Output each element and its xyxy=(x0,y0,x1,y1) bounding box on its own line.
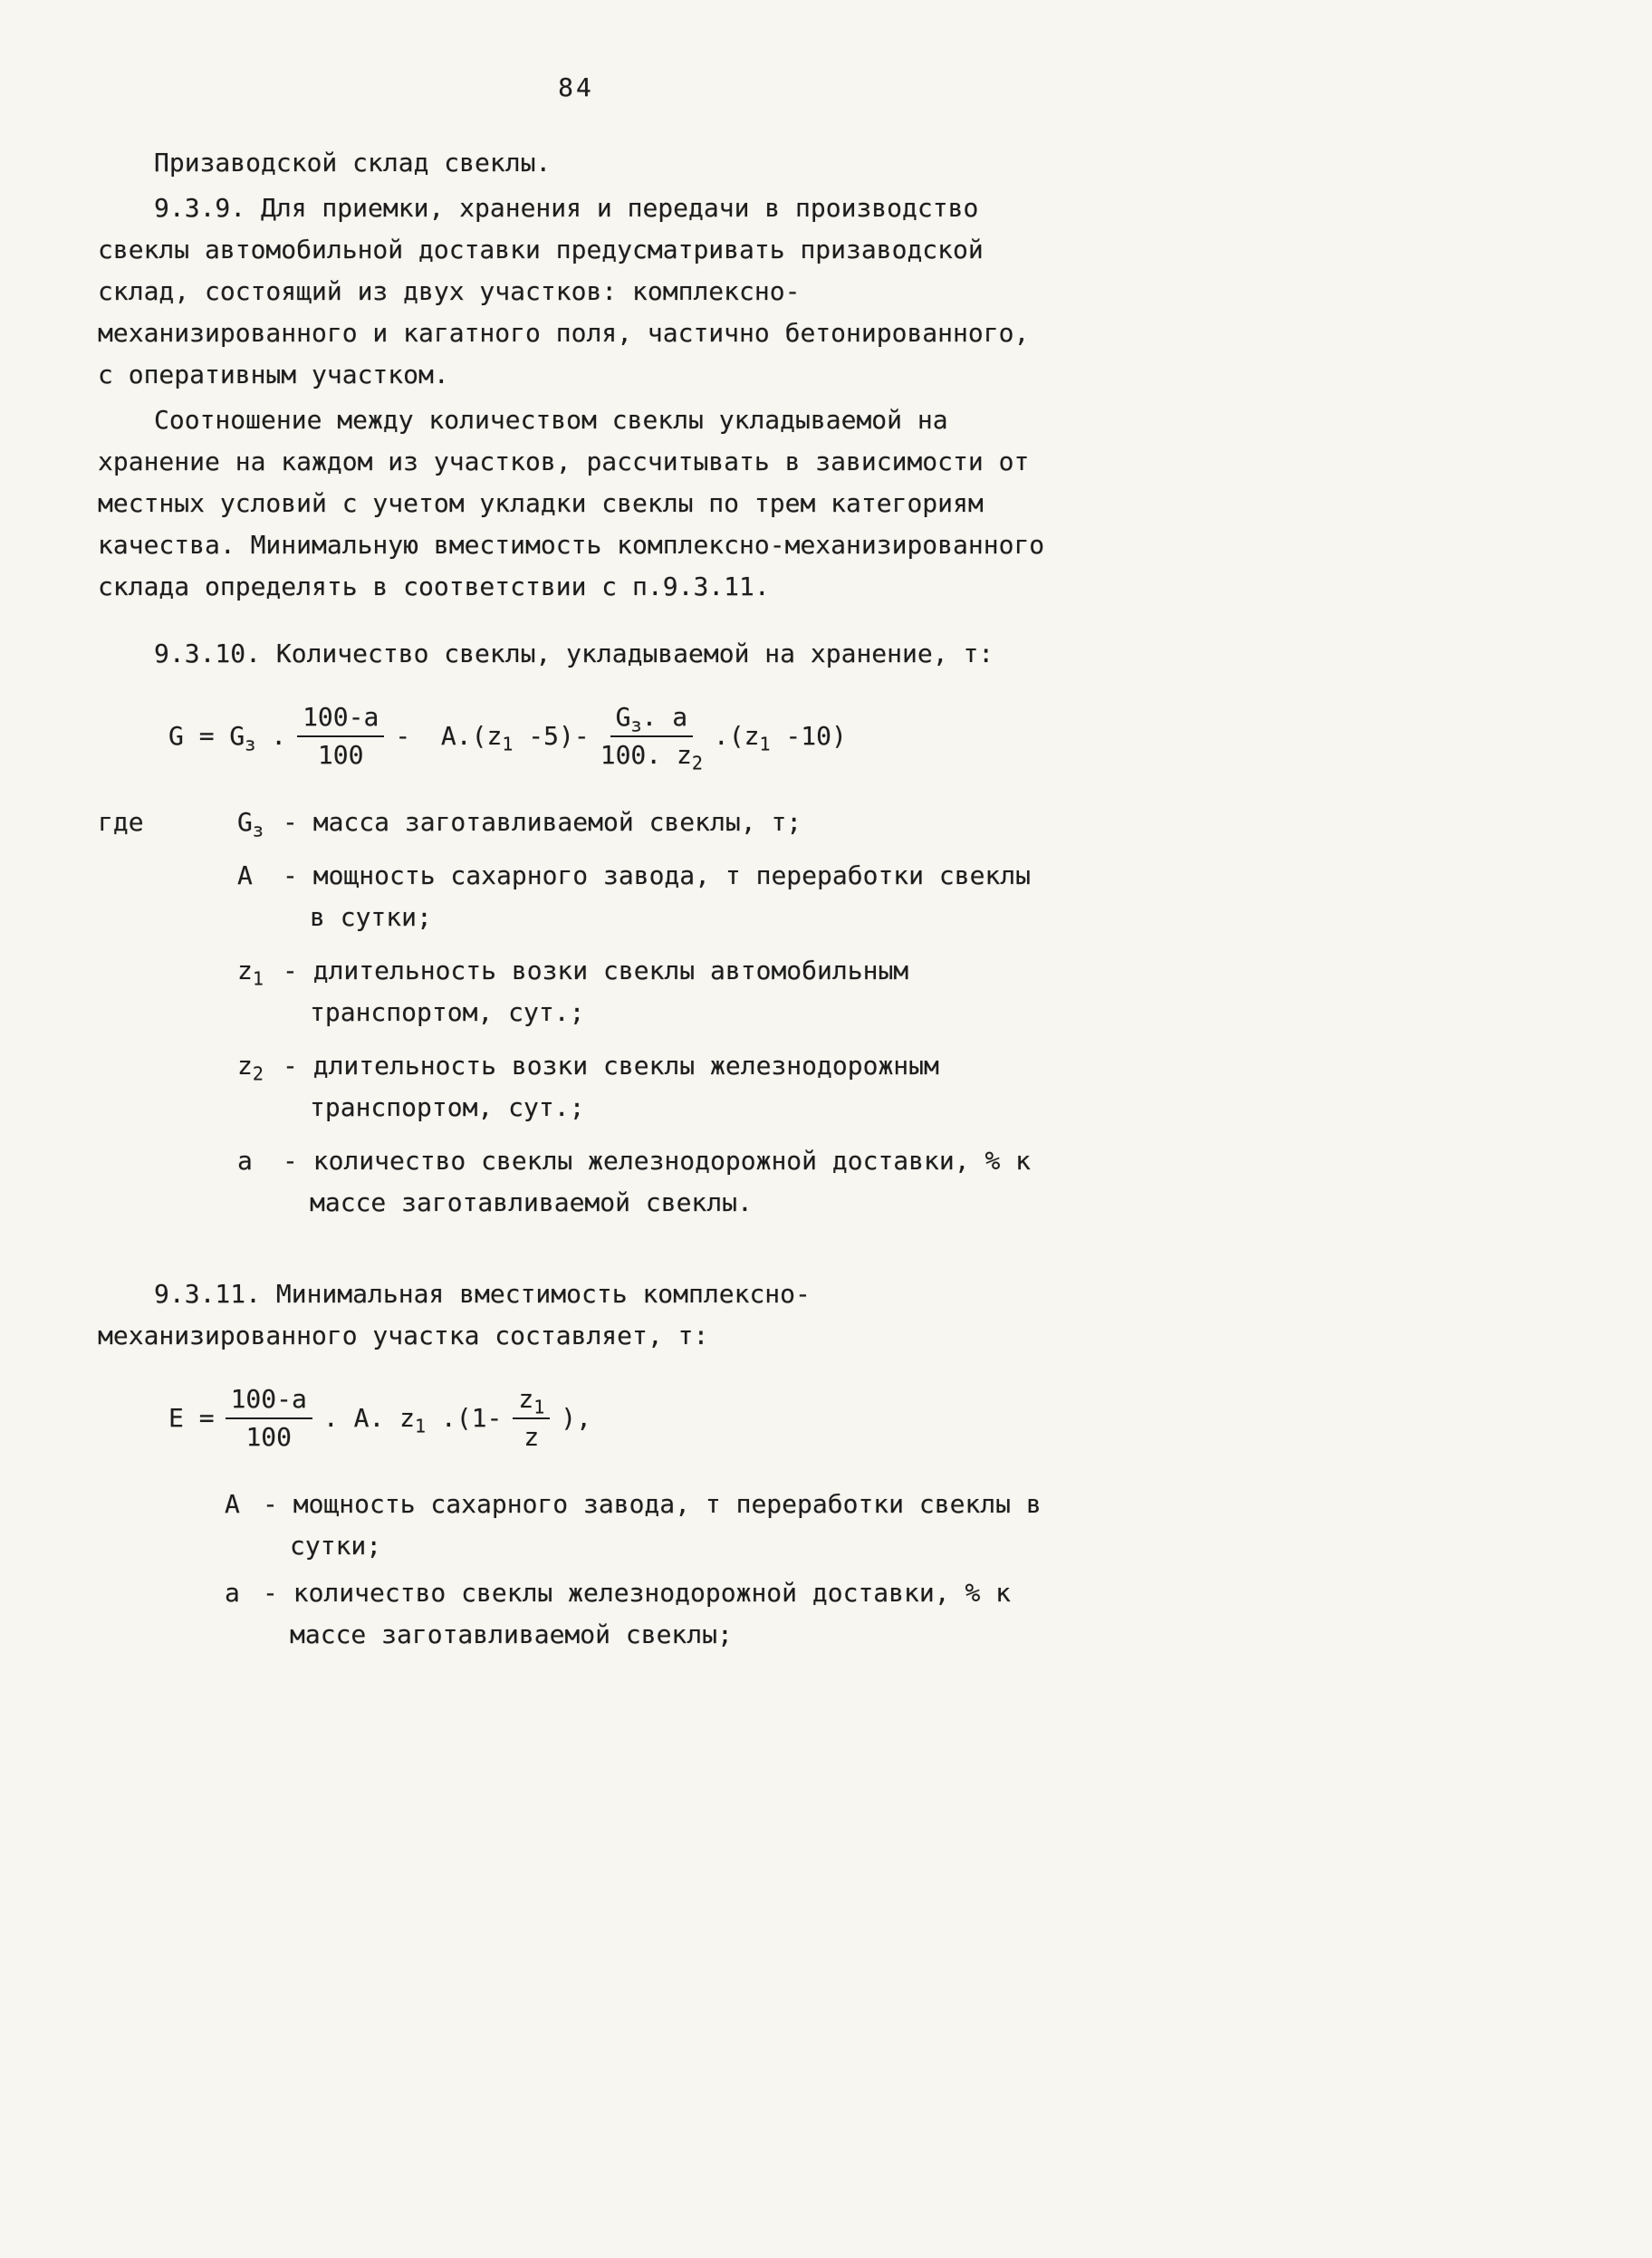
definition-symbol xyxy=(237,1140,283,1224)
formula-minimum-capacity xyxy=(168,1384,1054,1453)
symbol-subscript: з xyxy=(252,819,264,841)
formula-text: z xyxy=(518,1384,534,1414)
definition-symbol xyxy=(225,1572,263,1656)
subscript: 1 xyxy=(415,1415,427,1437)
definition-text: - количество свеклы железнодорожной доставки, % к массе заготавливаемой свеклы. xyxy=(283,1146,1032,1217)
subscript: 1 xyxy=(759,733,771,755)
fraction xyxy=(600,702,703,774)
subscript: з xyxy=(245,733,256,755)
definition-symbol xyxy=(237,1045,283,1129)
definition-row xyxy=(237,950,1054,1033)
formula-lead-term: E = xyxy=(168,1403,215,1433)
fraction xyxy=(513,1384,550,1453)
definition-row xyxy=(237,802,1054,843)
definition-text: - количество свеклы железнодорожной доставки, % к массе заготавливаемой свеклы; xyxy=(263,1578,1012,1649)
definition-row xyxy=(237,1140,1054,1224)
subscript: 1 xyxy=(502,733,514,755)
heading-9-3-10: 9.3.10. Количество свеклы, укладываемой на хранение, т: xyxy=(154,639,994,668)
definition-text: - длительность возки свеклы автомобильным транспортом, сут.; xyxy=(283,956,909,1027)
formula-lead-term xyxy=(168,721,287,755)
fraction-numerator: 100-а xyxy=(297,702,384,737)
fraction-denominator xyxy=(600,737,703,774)
paragraph-ratio: Соотношение между количеством свеклы укладываемой на хранение на каждом из участков, рассчитывать в зависимости от местных условий с учетом укладки свеклы по трем категориям качества. Минимальную вместимость комплексно-механизированного склада определять в соответствии с п.9.3.11. xyxy=(98,405,1045,601)
formula-tail-term xyxy=(713,721,847,755)
formula-text: z xyxy=(744,721,760,751)
subscript: 2 xyxy=(691,752,703,774)
fraction-numerator xyxy=(610,702,693,737)
where-definitions-block xyxy=(98,802,1054,1235)
symbol-subscript: 2 xyxy=(252,1062,264,1085)
definition-text: - масса заготавливаемой свеклы, т; xyxy=(283,807,802,837)
definition-text: - мощность сахарного завода, т переработки свеклы в сутки; xyxy=(263,1489,1042,1561)
symbol-base: G xyxy=(237,807,253,837)
symbol-base: z xyxy=(237,956,253,985)
formula-text: G xyxy=(615,702,631,732)
formula-text: . а xyxy=(641,702,688,732)
formula-text: -10) xyxy=(770,721,847,751)
definition-text: - длительность возки свеклы железнодорожным транспортом, сут.; xyxy=(283,1051,939,1122)
symbol-base: а xyxy=(225,1578,240,1608)
intro-line: Призаводской склад свеклы. xyxy=(154,148,552,178)
where-label: где xyxy=(98,807,144,837)
symbol-base: а xyxy=(237,1146,253,1176)
formula-text: .( xyxy=(713,721,744,751)
formula-middle-term xyxy=(322,1403,503,1437)
formula-text: z xyxy=(486,721,503,751)
definition-symbol xyxy=(237,802,283,843)
definition-row xyxy=(225,1572,1054,1656)
definition-row xyxy=(237,855,1054,938)
page-number: 84 xyxy=(558,72,594,102)
formula-text: 100. z xyxy=(600,740,692,770)
fraction-numerator: 100-а xyxy=(226,1384,312,1419)
formula-text: -5)- xyxy=(513,721,590,751)
paragraph-9-3-11: 9.3.11. Минимальная вместимость комплексно-механизированного участка составляет, т: xyxy=(98,1279,811,1350)
fraction-denominator: 100 xyxy=(317,740,364,770)
page-content xyxy=(98,72,1054,1661)
definition-row xyxy=(237,1045,1054,1129)
definition-symbol xyxy=(237,855,283,938)
subscript: 1 xyxy=(533,1396,545,1418)
definition-row xyxy=(225,1484,1054,1567)
fraction-denominator: z xyxy=(523,1422,540,1452)
symbol-base: А xyxy=(237,860,253,890)
definition-symbol xyxy=(237,950,283,1033)
symbol-base: А xyxy=(225,1489,240,1519)
paragraph-9-3-9: 9.3.9. Для приемки, хранения и передачи в производство свеклы автомобильной доставки предусматривать призаводской склад, состоящий из двух участков: комплексно-механизированного и кагатного поля, частично бетонированного, с оперативным участком. xyxy=(98,193,1030,389)
formula-text: G = G xyxy=(168,721,245,751)
symbol-base: z xyxy=(237,1051,253,1081)
definition-text: - мощность сахарного завода, т переработки свеклы в сутки; xyxy=(283,860,1032,932)
formula-quantity-stored xyxy=(168,702,1054,774)
where-definition-list xyxy=(237,802,1054,1235)
symbol-subscript: 1 xyxy=(252,967,264,990)
subscript: з xyxy=(630,714,642,736)
formula-text: .(1- xyxy=(426,1403,503,1433)
formula-middle-term xyxy=(395,721,590,755)
formula-text: . xyxy=(255,721,287,751)
fraction-numerator xyxy=(513,1384,550,1419)
formula-tail-term: ), xyxy=(561,1403,591,1433)
fraction-denominator: 100 xyxy=(245,1422,293,1452)
formula-text: - А.( xyxy=(395,721,487,751)
second-definition-list xyxy=(225,1484,1054,1656)
formula-text: . А. z xyxy=(322,1403,416,1433)
fraction xyxy=(226,1384,312,1453)
fraction xyxy=(297,702,384,771)
definition-symbol xyxy=(225,1484,263,1567)
